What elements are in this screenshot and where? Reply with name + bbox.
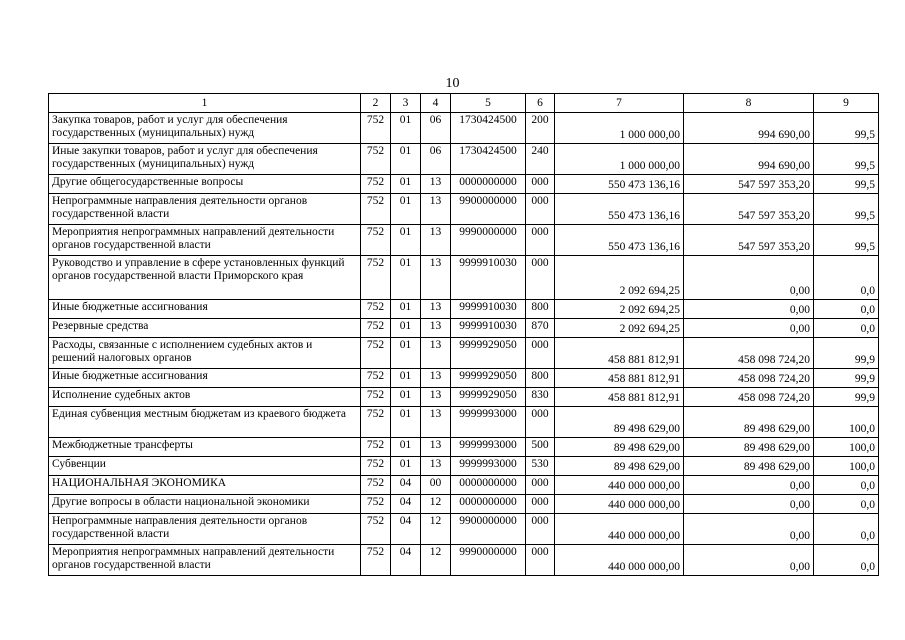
row-col-5: 9999993000 <box>451 407 526 438</box>
page-number: 10 <box>445 76 460 91</box>
table-row <box>49 476 879 495</box>
row-col-4: 13 <box>421 407 451 438</box>
header-cell: 5 <box>451 94 526 113</box>
row-col-7: 550 473 136,16 <box>555 225 684 256</box>
header-cell: 2 <box>361 94 391 113</box>
row-col-6: 240 <box>526 144 555 175</box>
row-col-7: 440 000 000,00 <box>555 545 684 576</box>
row-col-9: 99,5 <box>814 144 879 175</box>
row-col-7: 458 881 812,91 <box>555 338 684 369</box>
row-col-8: 0,00 <box>684 319 814 338</box>
row-col-4: 06 <box>421 113 451 144</box>
row-name: Мероприятия непрограммных направлений деятельности органов государственной власти <box>49 545 361 576</box>
row-col-7: 89 498 629,00 <box>555 457 684 476</box>
row-col-2: 752 <box>361 144 391 175</box>
table-row <box>49 457 879 476</box>
row-col-9: 100,0 <box>814 438 879 457</box>
row-col-9: 0,0 <box>814 256 879 300</box>
row-name: Единая субвенция местным бюджетам из краевого бюджета <box>49 407 361 438</box>
row-col-6: 200 <box>526 113 555 144</box>
table-row <box>49 194 879 225</box>
row-col-3: 04 <box>391 514 421 545</box>
row-col-5: 0000000000 <box>451 495 526 514</box>
row-col-2: 752 <box>361 256 391 300</box>
row-col-6: 800 <box>526 300 555 319</box>
row-col-5: 9990000000 <box>451 225 526 256</box>
row-col-6: 000 <box>526 225 555 256</box>
table-row <box>49 545 879 576</box>
row-col-9: 99,5 <box>814 194 879 225</box>
table-row <box>49 225 879 256</box>
header-cell: 9 <box>814 94 879 113</box>
row-col-8: 89 498 629,00 <box>684 438 814 457</box>
row-name: Расходы, связанные с исполнением судебных актов и решений налоговых органов <box>49 338 361 369</box>
row-col-8: 547 597 353,20 <box>684 194 814 225</box>
row-col-7: 440 000 000,00 <box>555 495 684 514</box>
row-col-3: 04 <box>391 476 421 495</box>
row-name: Резервные средства <box>49 319 361 338</box>
row-col-6: 000 <box>526 476 555 495</box>
row-name: Иные бюджетные ассигнования <box>49 300 361 319</box>
row-col-3: 01 <box>391 225 421 256</box>
row-col-8: 0,00 <box>684 256 814 300</box>
row-col-5: 9999929050 <box>451 369 526 388</box>
row-col-7: 2 092 694,25 <box>555 256 684 300</box>
row-col-7: 458 881 812,91 <box>555 369 684 388</box>
header-cell: 4 <box>421 94 451 113</box>
row-col-9: 0,0 <box>814 300 879 319</box>
row-col-6: 000 <box>526 495 555 514</box>
row-col-5: 9999910030 <box>451 300 526 319</box>
row-col-4: 12 <box>421 545 451 576</box>
row-col-4: 13 <box>421 175 451 194</box>
row-col-6: 000 <box>526 194 555 225</box>
row-col-3: 01 <box>391 338 421 369</box>
row-col-8: 89 498 629,00 <box>684 457 814 476</box>
row-name: Другие общегосударственные вопросы <box>49 175 361 194</box>
row-col-2: 752 <box>361 300 391 319</box>
row-col-4: 13 <box>421 319 451 338</box>
row-col-8: 0,00 <box>684 545 814 576</box>
row-col-2: 752 <box>361 225 391 256</box>
row-col-3: 01 <box>391 300 421 319</box>
row-col-3: 01 <box>391 144 421 175</box>
row-name: Мероприятия непрограммных направлений деятельности органов государственной власти <box>49 225 361 256</box>
row-col-3: 01 <box>391 457 421 476</box>
row-name: Субвенции <box>49 457 361 476</box>
budget-table <box>48 93 879 576</box>
header-cell: 3 <box>391 94 421 113</box>
row-col-8: 0,00 <box>684 300 814 319</box>
row-col-5: 9999910030 <box>451 319 526 338</box>
row-col-9: 99,5 <box>814 175 879 194</box>
row-col-4: 13 <box>421 194 451 225</box>
row-col-2: 752 <box>361 514 391 545</box>
row-col-8: 994 690,00 <box>684 113 814 144</box>
row-col-7: 2 092 694,25 <box>555 300 684 319</box>
row-col-3: 04 <box>391 545 421 576</box>
row-col-2: 752 <box>361 545 391 576</box>
row-col-2: 752 <box>361 495 391 514</box>
row-col-7: 550 473 136,16 <box>555 175 684 194</box>
row-col-9: 100,0 <box>814 407 879 438</box>
row-col-6: 800 <box>526 369 555 388</box>
row-col-5: 9900000000 <box>451 514 526 545</box>
row-name: Иные закупки товаров, работ и услуг для обеспечения государственных (муниципальных) нужд <box>49 144 361 175</box>
table-row <box>49 495 879 514</box>
row-col-9: 0,0 <box>814 319 879 338</box>
table-row <box>49 338 879 369</box>
row-col-2: 752 <box>361 319 391 338</box>
header-cell: 1 <box>49 94 361 113</box>
row-col-7: 1 000 000,00 <box>555 144 684 175</box>
row-col-5: 0000000000 <box>451 476 526 495</box>
row-col-7: 1 000 000,00 <box>555 113 684 144</box>
row-col-4: 13 <box>421 338 451 369</box>
row-col-5: 9999993000 <box>451 457 526 476</box>
row-col-6: 500 <box>526 438 555 457</box>
row-col-3: 01 <box>391 407 421 438</box>
row-col-6: 000 <box>526 256 555 300</box>
row-name: Руководство и управление в сфере установленных функций органов государственной власти Приморского края <box>49 256 361 300</box>
row-col-2: 752 <box>361 194 391 225</box>
row-col-8: 458 098 724,20 <box>684 338 814 369</box>
row-col-7: 458 881 812,91 <box>555 388 684 407</box>
row-col-2: 752 <box>361 476 391 495</box>
row-col-8: 0,00 <box>684 495 814 514</box>
row-col-6: 000 <box>526 338 555 369</box>
row-col-9: 0,0 <box>814 545 879 576</box>
row-col-2: 752 <box>361 438 391 457</box>
row-col-9: 99,9 <box>814 338 879 369</box>
row-col-3: 01 <box>391 388 421 407</box>
row-col-8: 0,00 <box>684 514 814 545</box>
row-col-2: 752 <box>361 388 391 407</box>
row-col-6: 000 <box>526 514 555 545</box>
row-col-7: 440 000 000,00 <box>555 514 684 545</box>
row-name: Непрограммные направления деятельности органов государственной власти <box>49 194 361 225</box>
header-row <box>49 94 879 113</box>
row-col-8: 994 690,00 <box>684 144 814 175</box>
row-col-9: 99,5 <box>814 113 879 144</box>
table-row <box>49 407 879 438</box>
row-col-3: 04 <box>391 495 421 514</box>
row-col-3: 01 <box>391 438 421 457</box>
row-name: Непрограммные направления деятельности органов государственной власти <box>49 514 361 545</box>
row-col-3: 01 <box>391 256 421 300</box>
header-cell: 7 <box>555 94 684 113</box>
table-row <box>49 514 879 545</box>
row-col-2: 752 <box>361 457 391 476</box>
row-col-9: 99,5 <box>814 225 879 256</box>
row-col-3: 01 <box>391 175 421 194</box>
row-col-5: 1730424500 <box>451 144 526 175</box>
table-row <box>49 144 879 175</box>
row-col-5: 0000000000 <box>451 175 526 194</box>
row-col-9: 99,9 <box>814 369 879 388</box>
table-row <box>49 388 879 407</box>
row-name: Иные бюджетные ассигнования <box>49 369 361 388</box>
row-col-3: 01 <box>391 113 421 144</box>
row-col-4: 13 <box>421 388 451 407</box>
row-col-9: 100,0 <box>814 457 879 476</box>
row-name: Межбюджетные трансферты <box>49 438 361 457</box>
header-cell: 8 <box>684 94 814 113</box>
row-col-4: 06 <box>421 144 451 175</box>
row-col-6: 000 <box>526 175 555 194</box>
row-col-3: 01 <box>391 319 421 338</box>
row-col-4: 13 <box>421 225 451 256</box>
row-name: Закупка товаров, работ и услуг для обеспечения государственных (муниципальных) нужд <box>49 113 361 144</box>
row-col-4: 13 <box>421 457 451 476</box>
row-col-4: 12 <box>421 514 451 545</box>
table-row <box>49 113 879 144</box>
row-name: Другие вопросы в области национальной экономики <box>49 495 361 514</box>
row-col-7: 89 498 629,00 <box>555 407 684 438</box>
row-col-8: 0,00 <box>684 476 814 495</box>
row-col-2: 752 <box>361 175 391 194</box>
row-col-3: 01 <box>391 194 421 225</box>
table-row <box>49 256 879 300</box>
row-col-4: 13 <box>421 256 451 300</box>
table-row <box>49 319 879 338</box>
row-col-4: 00 <box>421 476 451 495</box>
table-row <box>49 300 879 319</box>
row-col-5: 9900000000 <box>451 194 526 225</box>
table-row <box>49 369 879 388</box>
row-col-8: 547 597 353,20 <box>684 175 814 194</box>
header-cell: 6 <box>526 94 555 113</box>
row-col-4: 13 <box>421 300 451 319</box>
row-col-4: 12 <box>421 495 451 514</box>
row-col-5: 9990000000 <box>451 545 526 576</box>
table-row <box>49 438 879 457</box>
row-col-7: 2 092 694,25 <box>555 319 684 338</box>
row-col-4: 13 <box>421 369 451 388</box>
row-name: НАЦИОНАЛЬНАЯ ЭКОНОМИКА <box>49 476 361 495</box>
row-col-8: 547 597 353,20 <box>684 225 814 256</box>
row-col-4: 13 <box>421 438 451 457</box>
row-col-2: 752 <box>361 369 391 388</box>
row-col-7: 550 473 136,16 <box>555 194 684 225</box>
row-col-8: 458 098 724,20 <box>684 369 814 388</box>
row-col-9: 0,0 <box>814 495 879 514</box>
row-col-7: 89 498 629,00 <box>555 438 684 457</box>
row-col-5: 9999910030 <box>451 256 526 300</box>
row-col-5: 9999929050 <box>451 338 526 369</box>
row-col-8: 458 098 724,20 <box>684 388 814 407</box>
row-col-6: 870 <box>526 319 555 338</box>
table-row <box>49 175 879 194</box>
row-col-6: 830 <box>526 388 555 407</box>
row-col-8: 89 498 629,00 <box>684 407 814 438</box>
row-name: Исполнение судебных актов <box>49 388 361 407</box>
row-col-9: 99,9 <box>814 388 879 407</box>
row-col-9: 0,0 <box>814 476 879 495</box>
row-col-2: 752 <box>361 338 391 369</box>
row-col-5: 9999929050 <box>451 388 526 407</box>
row-col-6: 000 <box>526 545 555 576</box>
row-col-6: 000 <box>526 407 555 438</box>
row-col-7: 440 000 000,00 <box>555 476 684 495</box>
row-col-9: 0,0 <box>814 514 879 545</box>
row-col-6: 530 <box>526 457 555 476</box>
row-col-3: 01 <box>391 369 421 388</box>
row-col-2: 752 <box>361 113 391 144</box>
row-col-5: 1730424500 <box>451 113 526 144</box>
row-col-5: 9999993000 <box>451 438 526 457</box>
row-col-2: 752 <box>361 407 391 438</box>
